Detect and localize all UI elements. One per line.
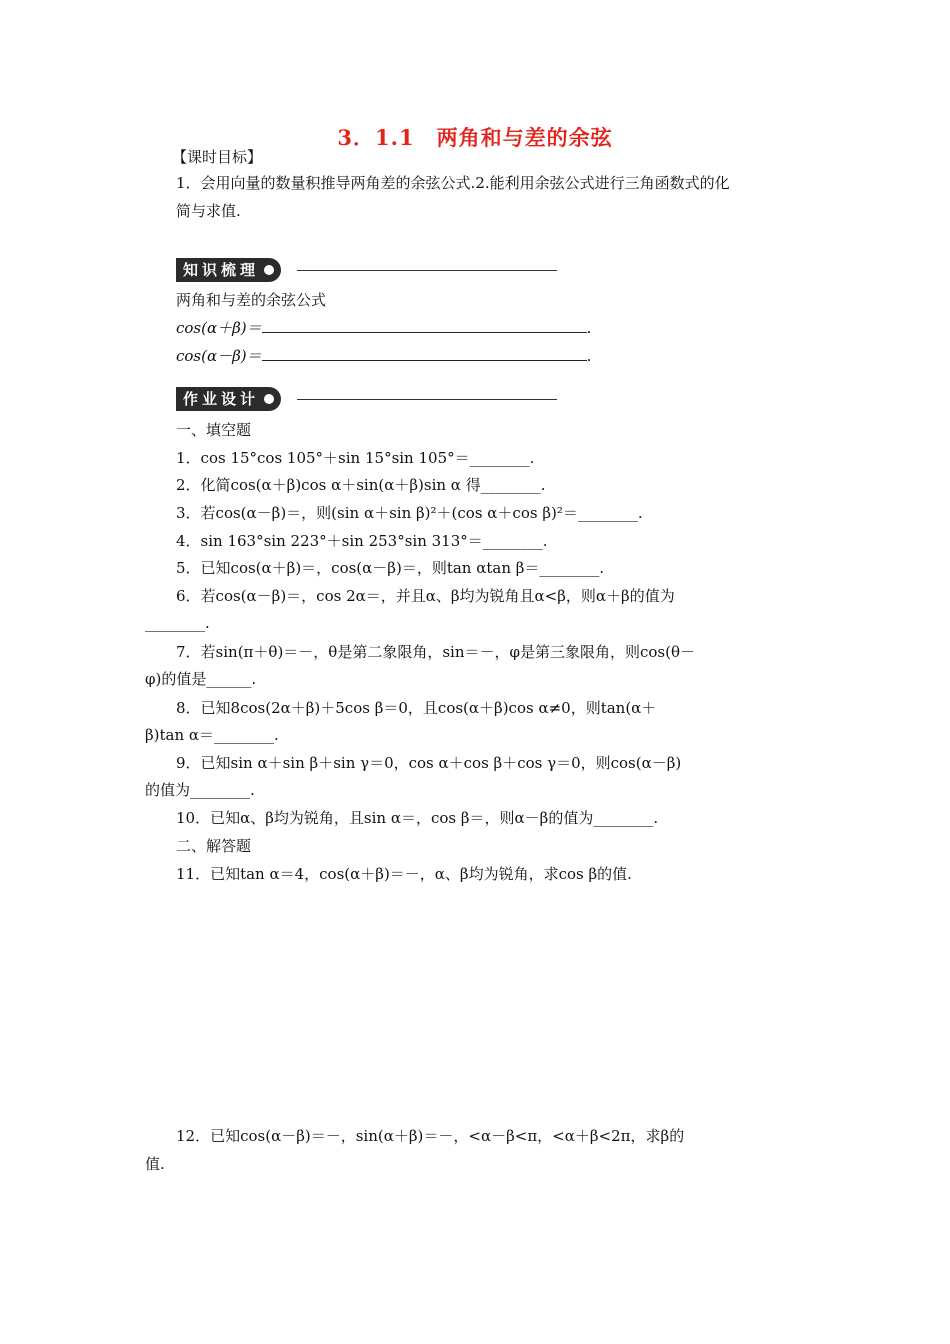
formula-text: cos(α＋β)＝ <box>176 319 262 337</box>
goal-text-line-1: 1．会用向量的数量积推导两角差的余弦公式.2.能利用余弦公式进行三角函数式的化 <box>176 174 730 192</box>
answer-blank <box>262 318 587 333</box>
answer-blank <box>262 346 587 361</box>
question-12-line-2: 值. <box>145 1155 165 1173</box>
question-11: 11．已知tan α＝4，cos(α＋β)＝－，α、β均为锐角，求cos β的值. <box>176 865 632 883</box>
section-header-knowledge <box>176 258 281 282</box>
question-8-line-1: 8．已知8cos(2α＋β)＋5cos β＝0，且cos(α＋β)cos α≠0，则tan(α＋ <box>176 699 657 717</box>
section-rule <box>297 270 557 271</box>
bullet-icon <box>264 265 274 275</box>
part-heading-fill: 一、填空题 <box>176 421 252 439</box>
question-6-line-2: ________. <box>145 614 210 632</box>
question-8-line-2: β)tan α＝________. <box>145 726 279 744</box>
formula-line-1: cos(α＋β)＝ . <box>176 319 592 337</box>
formula-line-2: cos(α－β)＝ . <box>176 347 592 365</box>
question-9-line-2: 的值为________. <box>145 781 255 799</box>
question-7-line-1: 7．若sin(π＋θ)＝－，θ是第二象限角，sin＝－，φ是第三象限角，则cos(θ－ <box>176 643 695 661</box>
formula-heading: 两角和与差的余弦公式 <box>176 291 327 309</box>
part-heading-solve: 二、解答题 <box>176 837 252 855</box>
goal-text-line-2: 简与求值. <box>176 202 241 220</box>
section-header-homework <box>176 387 281 411</box>
question-7-line-2: φ)的值是______. <box>145 670 257 688</box>
question-4: 4．sin 163°sin 223°＋sin 253°sin 313°＝________. <box>176 532 548 550</box>
question-2: 2．化简cos(α＋β)cos α＋sin(α＋β)sin α 得________. <box>176 476 546 494</box>
section-label: 知识梳理 <box>183 261 260 279</box>
formula-text: cos(α－β)＝ <box>176 347 262 365</box>
question-12-line-1: 12．已知cos(α－β)＝－，sin(α＋β)＝－，<α－β<π，<α＋β<2π，求β的 <box>176 1127 685 1145</box>
question-3: 3．若cos(α－β)＝，则(sin α＋sin β)²＋(cos α＋cos β)²＝________. <box>176 504 643 522</box>
goal-header: 【课时目标】 <box>172 148 263 166</box>
section-label: 作业设计 <box>183 390 260 408</box>
page-title: 3．1.1 两角和与差的余弦 <box>337 125 613 150</box>
section-rule <box>297 399 557 400</box>
question-1: 1．cos 15°cos 105°＋sin 15°sin 105°＝________. <box>176 449 535 467</box>
question-5: 5．已知cos(α＋β)＝，cos(α－β)＝，则tan αtan β＝________. <box>176 559 605 577</box>
bullet-icon <box>264 394 274 404</box>
question-6-line-1: 6．若cos(α－β)＝，cos 2α＝，并且α、β均为锐角且α<β，则α＋β的值为 <box>176 587 675 605</box>
question-9-line-1: 9．已知sin α＋sin β＋sin γ＝0，cos α＋cos β＋cos γ＝0，则cos(α－β) <box>176 754 682 772</box>
question-10: 10．已知α、β均为锐角，且sin α＝，cos β＝，则α－β的值为________. <box>176 809 659 827</box>
